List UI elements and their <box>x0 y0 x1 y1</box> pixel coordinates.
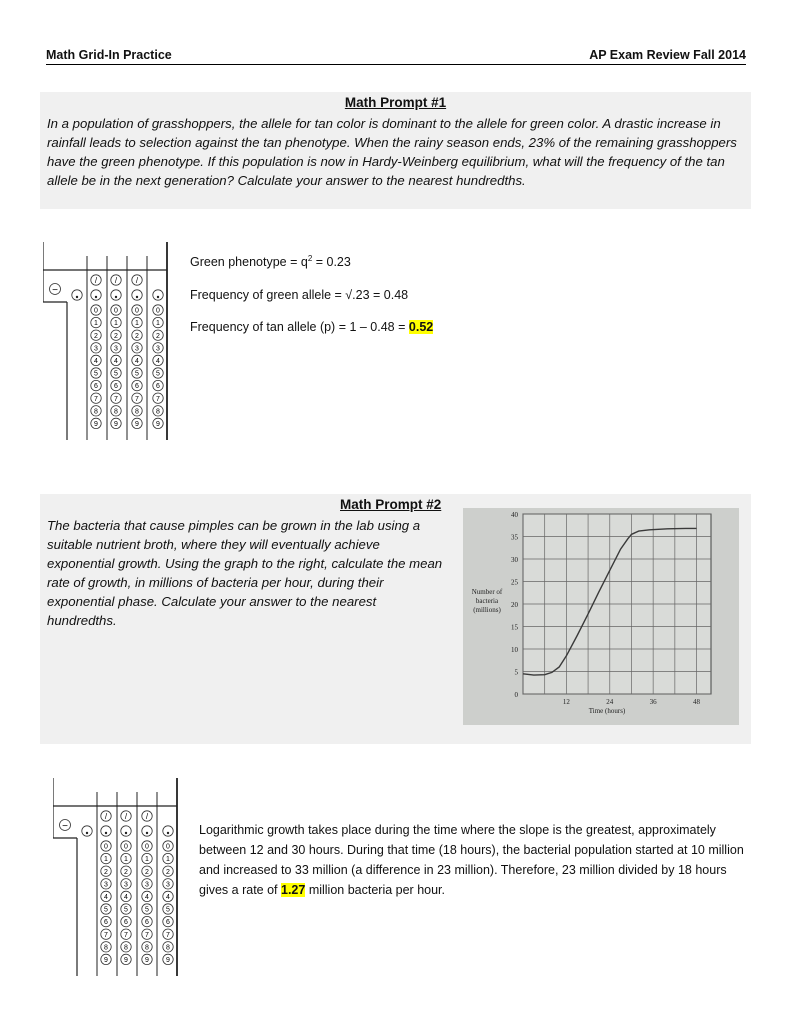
y-tick-label: 15 <box>511 623 518 632</box>
svg-text:7: 7 <box>156 395 160 403</box>
svg-text:0: 0 <box>145 843 149 851</box>
x-tick-label: 24 <box>606 698 614 706</box>
svg-text:/: / <box>114 276 118 285</box>
answer1-line1: Green phenotype = $q^2 = 0.23$ <box>190 254 351 270</box>
svg-text:7: 7 <box>114 395 118 403</box>
svg-text:0: 0 <box>166 843 170 851</box>
svg-text:7: 7 <box>124 931 128 939</box>
y-tick-label: 5 <box>514 668 518 677</box>
svg-text:0: 0 <box>156 307 160 315</box>
prompt2-body: The bacteria that cause pimples can be grown in the lab using a suitable nutrient broth, where they will eventually achieve exponential growth. Using the graph to the right, calculate the mean rate of growth, in millions of bacteria per hour, during their exponential phase. Calculate your answer to the nearest hundredths. <box>47 518 443 628</box>
x-tick-label: 12 <box>562 698 570 706</box>
svg-text:4: 4 <box>104 894 108 901</box>
y-tick-label: 25 <box>511 578 518 587</box>
svg-text:9: 9 <box>156 421 160 428</box>
svg-text:1: 1 <box>114 320 118 328</box>
y-tick-label: 35 <box>511 533 518 542</box>
svg-text:5: 5 <box>124 906 128 914</box>
svg-text:3: 3 <box>135 345 139 353</box>
svg-text:2: 2 <box>104 868 108 876</box>
prompt2-title: Math Prompt #2 <box>340 497 442 512</box>
svg-text:8: 8 <box>145 944 149 952</box>
page-header <box>46 48 746 65</box>
svg-text:8: 8 <box>94 408 98 416</box>
svg-text:2: 2 <box>94 332 98 340</box>
svg-text:0: 0 <box>114 307 118 315</box>
bacteria-growth-chart <box>463 508 739 725</box>
svg-text:1: 1 <box>135 320 139 328</box>
svg-text:6: 6 <box>166 919 170 927</box>
svg-text:6: 6 <box>114 383 118 391</box>
answer2-text: Logarithmic growth takes place during the time where the slope is the greatest, approximately between 12 and 30 hours. During that time (18 hours), the bacterial population started at 10 million and increased to 33 million (a difference in 23 million). Therefore, 23 million divided by 18 hours gives a rate of 1.27 million bacteria per hour. <box>199 823 744 897</box>
svg-text:4: 4 <box>124 894 128 901</box>
svg-text:9: 9 <box>124 957 128 964</box>
svg-text:4: 4 <box>94 358 98 365</box>
y-tick-label: 0 <box>514 691 518 699</box>
svg-text:1: 1 <box>166 856 170 864</box>
x-axis-label: Time (hours) <box>588 707 626 715</box>
answer1-line2: Frequency of green allele = √.23 = 0.48 <box>190 288 409 302</box>
svg-text:5: 5 <box>135 370 139 378</box>
svg-text:4: 4 <box>166 894 170 901</box>
svg-text:6: 6 <box>124 919 128 927</box>
svg-text:4: 4 <box>114 358 118 365</box>
y-tick-label: 20 <box>511 601 518 609</box>
svg-text:/: / <box>135 276 139 285</box>
svg-text:5: 5 <box>114 370 118 378</box>
svg-text:6: 6 <box>104 919 108 927</box>
svg-text:2: 2 <box>124 868 128 876</box>
svg-text:1: 1 <box>145 856 149 864</box>
answer-grid-2 <box>53 778 183 978</box>
svg-text:3: 3 <box>156 345 160 353</box>
y-axis-label <box>472 588 503 614</box>
svg-text:6: 6 <box>94 383 98 391</box>
x-tick-label: 36 <box>649 698 657 706</box>
dot-bubble <box>121 826 131 836</box>
svg-text:9: 9 <box>166 957 170 964</box>
svg-text:9: 9 <box>104 957 108 964</box>
svg-text:2: 2 <box>166 868 170 876</box>
svg-text:4: 4 <box>156 358 160 365</box>
svg-text:bacteria: bacteria <box>475 597 499 605</box>
svg-text:4: 4 <box>135 358 139 365</box>
dot-bubble <box>142 826 152 836</box>
svg-text:0: 0 <box>135 307 139 315</box>
svg-text:6: 6 <box>135 383 139 391</box>
svg-text:5: 5 <box>104 906 108 914</box>
prompt1-box <box>40 92 751 209</box>
svg-text:7: 7 <box>104 931 108 939</box>
svg-text:5: 5 <box>166 906 170 914</box>
answer1-highlight: 0.52 <box>408 320 434 334</box>
dot-bubble <box>82 826 92 836</box>
answer2-highlight: 1.27 <box>281 883 306 897</box>
svg-text:3: 3 <box>114 345 118 353</box>
svg-text:8: 8 <box>114 408 118 416</box>
svg-text:1: 1 <box>104 856 108 864</box>
y-tick-label: 40 <box>511 511 518 519</box>
minus-bubble: − <box>52 285 58 296</box>
dot-bubble <box>111 290 121 300</box>
svg-text:1: 1 <box>156 320 160 328</box>
svg-text:7: 7 <box>94 395 98 403</box>
svg-text:Number of: Number of <box>471 588 503 596</box>
svg-text:8: 8 <box>135 408 139 416</box>
svg-text:5: 5 <box>156 370 160 378</box>
svg-text:2: 2 <box>135 332 139 340</box>
svg-text:9: 9 <box>135 421 139 428</box>
svg-text:8: 8 <box>166 944 170 952</box>
dot-bubble <box>132 290 142 300</box>
dot-bubble <box>101 826 111 836</box>
svg-text:/: / <box>145 812 149 821</box>
svg-text:5: 5 <box>145 906 149 914</box>
dot-bubble <box>153 290 163 300</box>
header-right: AP Exam Review Fall 2014 <box>589 48 746 62</box>
svg-text:4: 4 <box>145 894 149 901</box>
svg-text:3: 3 <box>104 881 108 889</box>
svg-text:9: 9 <box>145 957 149 964</box>
prompt1-title: Math Prompt #1 <box>344 95 447 110</box>
x-tick-label: 48 <box>693 698 701 706</box>
svg-text:8: 8 <box>156 408 160 416</box>
svg-text:0: 0 <box>104 843 108 851</box>
svg-text:2: 2 <box>145 868 149 876</box>
svg-text:0: 0 <box>94 307 98 315</box>
svg-text:6: 6 <box>145 919 149 927</box>
y-tick-label: 10 <box>511 646 518 654</box>
svg-text:0: 0 <box>124 843 128 851</box>
svg-text:1: 1 <box>94 320 98 328</box>
prompt1-body: In a population of grasshoppers, the allele for tan color is dominant to the allele for green color. A drastic increase in rainfall leads to selection against the tan phenotype. When the rainy season ends, 23% of the remaining grasshoppers have the green phenotype. If this population is now in Hardy-Weinberg equilibrium, what will the frequency of the tan allele be in the next generation? Calculate your answer to the nearest hundredths. <box>47 116 737 188</box>
svg-text:7: 7 <box>166 931 170 939</box>
svg-text:1: 1 <box>124 856 128 864</box>
svg-text:/: / <box>104 812 108 821</box>
svg-text:/: / <box>124 812 128 821</box>
dot-bubble <box>72 290 82 300</box>
svg-text:6: 6 <box>156 383 160 391</box>
answer-grid-1 <box>43 242 173 442</box>
svg-text:7: 7 <box>145 931 149 939</box>
svg-text:2: 2 <box>114 332 118 340</box>
svg-text:8: 8 <box>104 944 108 952</box>
svg-text:9: 9 <box>94 421 98 428</box>
svg-text:(millions): (millions) <box>473 606 501 614</box>
dot-bubble <box>163 826 173 836</box>
svg-text:3: 3 <box>145 881 149 889</box>
svg-text:2: 2 <box>156 332 160 340</box>
svg-text:3: 3 <box>94 345 98 353</box>
svg-text:3: 3 <box>124 881 128 889</box>
svg-text:3: 3 <box>166 881 170 889</box>
svg-text:5: 5 <box>94 370 98 378</box>
svg-text:/: / <box>94 276 98 285</box>
header-left: Math Grid-In Practice <box>46 48 172 62</box>
svg-text:7: 7 <box>135 395 139 403</box>
y-tick-label: 30 <box>511 556 518 564</box>
dot-bubble <box>91 290 101 300</box>
minus-bubble: − <box>62 821 68 832</box>
answer1-line3: Frequency of tan allele (p) = 1 – 0.48 = 0.52 <box>190 320 434 334</box>
svg-text:8: 8 <box>124 944 128 952</box>
svg-text:9: 9 <box>114 421 118 428</box>
